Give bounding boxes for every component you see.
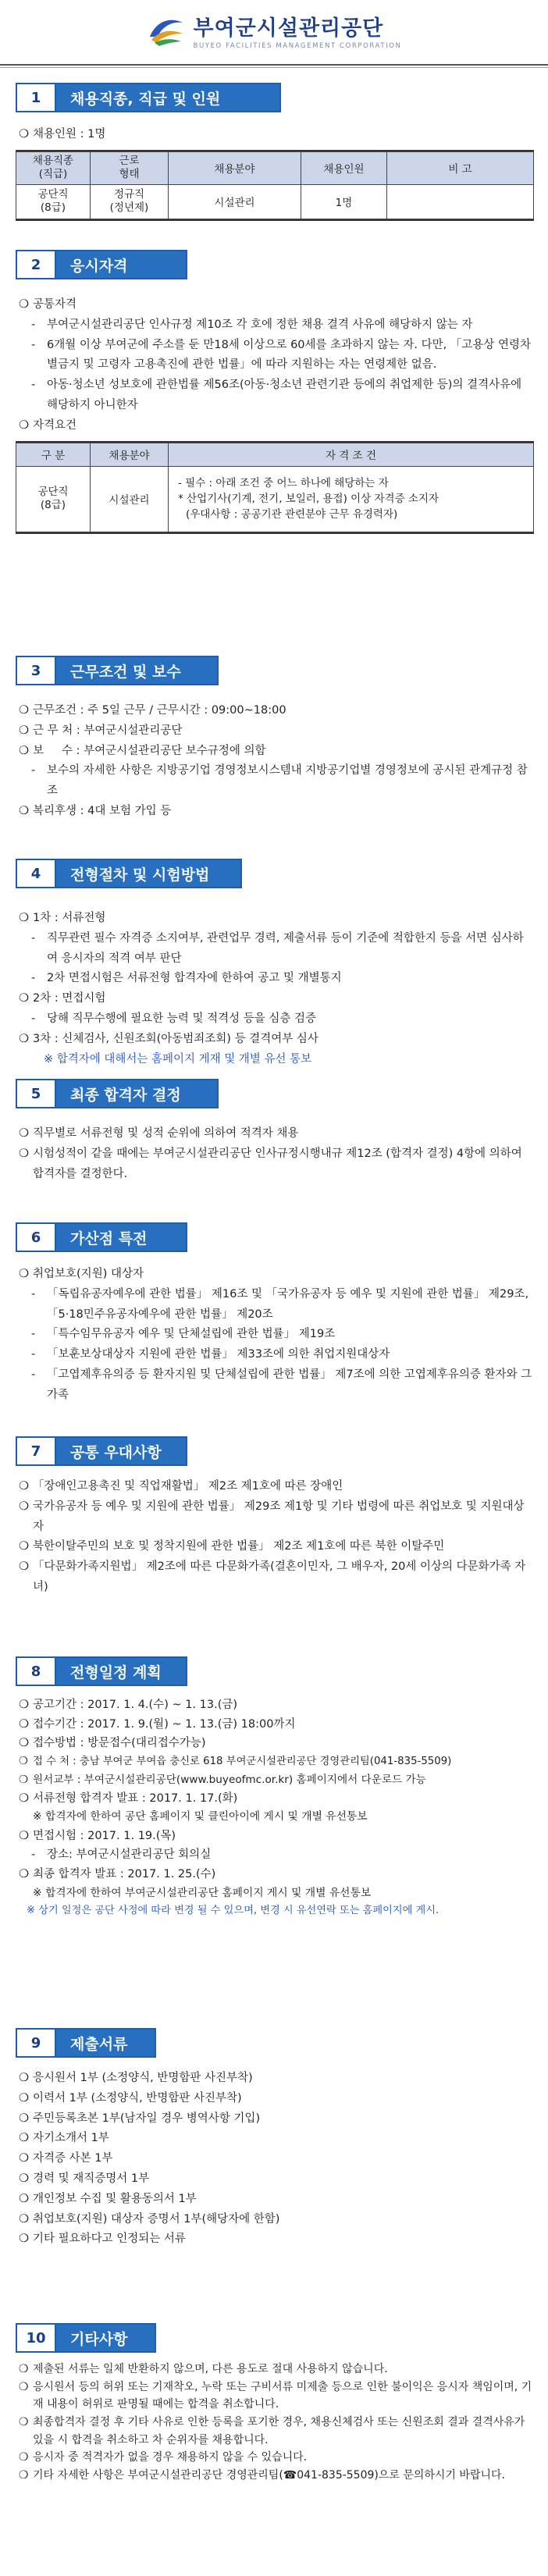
list-item: ❍ 접 수 처 : 충남 부여군 부여읍 충신로 618 부여군시설관리공단 경영관리팀(041-835-5509) bbox=[16, 1753, 534, 1771]
circle-bullet-icon: ❍ bbox=[19, 1755, 28, 1767]
list-item: ❍ 주민등록초본 1부(남자일 경우 병역사항 기입) bbox=[16, 2109, 534, 2129]
section-title: 기타사항 bbox=[55, 2323, 156, 2353]
section-6 bbox=[16, 1222, 534, 1406]
section-number: 3 bbox=[16, 656, 55, 685]
section-heading bbox=[16, 1079, 534, 1108]
list-item: ❍ 시험성적이 같을 때에는 부여군시설관리공단 인사규정시행내규 제12조 (합격자 결정) 4항에 의하여 합격자를 결정한다. bbox=[16, 1144, 534, 1185]
logo-text bbox=[194, 11, 402, 50]
circle-bullet-icon: ❍ bbox=[19, 1829, 29, 1842]
circle-bullet-icon: ❍ bbox=[19, 2172, 29, 2185]
list-item: ❍ 근 무 처 : 부여군시설관리공단 bbox=[16, 721, 534, 742]
section-heading bbox=[16, 859, 534, 888]
list-item: ❍ 기타 필요하다고 인정되는 서류 bbox=[16, 2229, 534, 2250]
list-item: ❍ 자격증 사본 1부 bbox=[16, 2149, 534, 2169]
list-item: ❍ 기타 자세한 사항은 부여군시설관리공단 경영관리팀(☎041-835-5509)으로 문의하시기 바랍니다. bbox=[16, 2467, 534, 2485]
circle-bullet-icon: ❍ bbox=[19, 1032, 29, 1045]
section-number: 8 bbox=[16, 1656, 55, 1686]
section-number: 9 bbox=[16, 2028, 55, 2058]
list-item: ❍ 1차 : 서류전형 bbox=[16, 909, 534, 929]
list-item: ❍ 2차 : 면접시험 bbox=[16, 989, 534, 1009]
section-title: 근무조건 및 보수 bbox=[55, 656, 219, 685]
table-header: 자 격 조 건 bbox=[169, 443, 534, 466]
circle-bullet-icon: ❍ bbox=[19, 2451, 29, 2464]
circle-bullet-icon: ❍ bbox=[19, 2091, 29, 2105]
list-item: ❍ 최종 합격자 발표 : 2017. 1. 25.(수) bbox=[16, 1865, 534, 1884]
notice-text: ※ 합격자에 대해서는 홈페이지 게재 및 개별 유선 통보 bbox=[44, 1052, 312, 1066]
circle-bullet-icon: ❍ bbox=[19, 2112, 29, 2125]
circle-bullet-icon: ❍ bbox=[19, 1268, 29, 1280]
section-heading bbox=[16, 1436, 534, 1466]
list-item: - 직무관련 필수 자격증 소지여부, 관련업무 경력, 제출서류 등이 기준에 적합한지 등을 서면 심사하여 응시자의 적격 여부 판단 bbox=[31, 931, 524, 965]
list-item: ❍ 면접시험 : 2017. 1. 19.(목) bbox=[16, 1827, 534, 1846]
section-2 bbox=[16, 250, 534, 534]
circle-bullet-icon: ❍ bbox=[19, 1127, 29, 1140]
circle-bullet-icon: ❍ bbox=[19, 2212, 29, 2226]
section-title: 제출서류 bbox=[55, 2028, 156, 2058]
list-item: - 아동·청소년 성보호에 관한법률 제56조(아동·청소년 관련기관 등에의 취업제한 등)의 결격사유에 해당하지 아니한자 bbox=[31, 379, 522, 411]
table-cell bbox=[387, 184, 534, 219]
table-header: 근로 형태 bbox=[91, 151, 169, 184]
section-5 bbox=[16, 1079, 534, 1184]
circle-bullet-icon: ❍ bbox=[19, 2132, 29, 2145]
list-item: ❍ 경력 및 재직증명서 1부 bbox=[16, 2169, 534, 2190]
circle-bullet-icon: ❍ bbox=[19, 2380, 29, 2393]
section-title: 전형절차 및 시험방법 bbox=[55, 859, 242, 888]
table-cell: 시설관리 bbox=[169, 184, 301, 219]
circle-bullet-icon: ❍ bbox=[19, 992, 29, 1005]
circle-bullet-icon: ❍ bbox=[19, 744, 29, 757]
circle-bullet-icon: ❍ bbox=[19, 2152, 29, 2165]
table-header: 채용분야 bbox=[91, 443, 169, 466]
table-cell-conditions: - 필수 : 아래 조건 중 어느 하나에 해당하는 자 * 산업기사(기계, 전기, 보일러, 용접) 이상 자격증 소지자 (우대사항 : 공공기관 관련분야 근무 유경력자) bbox=[169, 466, 534, 532]
list-item: ❍ 근무조건 : 주 5일 근무 / 근무시간 : 09:00~18:00 bbox=[16, 701, 534, 721]
circle-bullet-icon: ❍ bbox=[19, 2192, 29, 2205]
list-item: - 부여군시설관리공단 인사규정 제10조 각 호에 정한 채용 결격 사유에 해당하지 않는 자 bbox=[31, 318, 473, 331]
list-item: ❍ 개인정보 수집 및 활용동의서 1부 bbox=[16, 2190, 534, 2210]
notice-text-blue: ※ 상기 일정은 공단 사정에 따라 변경 될 수 있으며, 변경 시 유선연락 또는 홈페이지에 게시. bbox=[27, 1905, 439, 1917]
list-item: ❍ 원서교부 : 부여군시설관리공단(www.buyeofmc.or.kr) 홈페이지에서 다운로드 가능 bbox=[16, 1771, 534, 1789]
circle-bullet-icon: ❍ bbox=[19, 1480, 29, 1493]
section-4 bbox=[16, 859, 534, 1069]
circle-bullet-icon: ❍ bbox=[19, 1699, 29, 1711]
header-divider-thin bbox=[0, 67, 548, 68]
list-item: ❍ 이력서 1부 (소정양식, 반명함판 사진부착) bbox=[16, 2089, 534, 2109]
list-item: ❍ 복리후생 : 4대 보험 가입 등 bbox=[16, 802, 534, 822]
list-item: ❍ 접수기간 : 2017. 1. 9.(월) ~ 1. 13.(금) 18:00까지 bbox=[16, 1715, 534, 1735]
list-item: ❍ 자격요건 bbox=[16, 416, 534, 436]
circle-bullet-icon: ❍ bbox=[19, 1560, 29, 1574]
section-heading bbox=[16, 2028, 534, 2058]
section-10 bbox=[16, 2323, 534, 2485]
list-item: ❍ 「장애인고용촉진 및 직업재활법」 제2조 제1호에 따른 장애인 bbox=[16, 1477, 534, 1497]
list-item: ❍ 최종합격자 결정 후 기타 사유로 인한 등록을 포기한 경우, 채용신체검사 또는 신원조회 결과 결격사유가 있을 시 합격을 취소하고 차 순위자를 채용합니다. bbox=[16, 2414, 534, 2449]
section-title: 전형일정 계획 bbox=[55, 1656, 187, 1686]
notice-text: ※ 합격자에 한하여 공단 홈페이지 및 클린아이에 게시 및 개별 유선통보 bbox=[33, 1810, 368, 1823]
circle-bullet-icon: ❍ bbox=[19, 1540, 29, 1553]
circle-bullet-icon: ❍ bbox=[19, 704, 29, 717]
list-item: ❍ 자기소개서 1부 bbox=[16, 2129, 534, 2149]
list-item: ❍ 응시원서 등의 허위 또는 기재착오, 누락 또는 구비서류 미제출 등으로 인한 불이익은 응시자 책임이며, 기재 내용이 허위로 판명될 때에는 합격을 취소합니다. bbox=[16, 2379, 534, 2414]
list-item: ❍ 북한이탈주민의 보호 및 정착지원에 관한 법률」 제2조 제1호에 따른 북한 이탈주민 bbox=[16, 1537, 534, 1557]
circle-bullet-icon: ❍ bbox=[19, 2233, 29, 2246]
table-cell: 시설관리 bbox=[91, 466, 169, 532]
section-9 bbox=[16, 2028, 534, 2250]
table-cell: 공단직 (8급) bbox=[16, 466, 91, 532]
list-item: ❍ 응시원서 1부 (소정양식, 반명함판 사진부착) bbox=[16, 2069, 534, 2089]
list-item: ❍ 접수방법 : 방문접수(대리접수가능) bbox=[16, 1734, 534, 1753]
table-header: 채용인원 bbox=[301, 151, 387, 184]
requirements-table bbox=[16, 441, 534, 534]
section-number: 1 bbox=[16, 83, 55, 112]
list-item: ❍ 취업보호(지원) 대상자 bbox=[16, 1265, 534, 1285]
section-heading bbox=[16, 2323, 534, 2353]
list-item: ❍ 국가유공자 등 예우 및 지원에 관한 법률」 제29조 제1항 및 기타 법령에 따른 취업보호 및 지원대상자 bbox=[16, 1497, 534, 1538]
section-number: 10 bbox=[16, 2323, 55, 2353]
list-item: ❍ 「다문화가족지원법」 제2조에 따른 다문화가족(결혼이민자, 그 배우자, 20세 이상의 다문화가족 자녀) bbox=[16, 1557, 534, 1598]
list-item: ❍ 공통자격 bbox=[16, 295, 534, 315]
list-item: - 6개월 이상 부여군에 주소를 둔 만18세 이상으로 60세를 초과하지 않는 자. 다만, 「고용상 연령차별금지 및 고령자 고용촉진에 관한 법률」에 따라 지원하는 자는 연령제한 없음. bbox=[31, 338, 532, 372]
circle-bullet-icon: ❍ bbox=[19, 298, 29, 311]
list-item: ❍ 3차 : 신체검사, 신원조회(아동범죄조회) 등 결격여부 심사 bbox=[16, 1030, 534, 1050]
section-1 bbox=[16, 83, 534, 221]
circle-bullet-icon: ❍ bbox=[19, 1147, 29, 1160]
notice-text: ※ 합격자에 한하여 부여군시설관리공단 홈페이지 게시 및 개별 유선통보 bbox=[33, 1886, 372, 1899]
org-name: 부여군시설관리공단 bbox=[193, 16, 384, 41]
circle-bullet-icon: ❍ bbox=[19, 1737, 29, 1750]
table-header: 구 분 bbox=[16, 443, 91, 466]
circle-bullet-icon: ❍ bbox=[19, 128, 29, 141]
list-item: ❍ 서류전형 합격자 발표 : 2017. 1. 17.(화) bbox=[16, 1789, 534, 1809]
section-heading bbox=[16, 1222, 534, 1252]
list-item: - 당해 직무수행에 필요한 능력 및 적격성 등을 심층 검증 bbox=[31, 1012, 317, 1025]
header-divider bbox=[0, 64, 548, 66]
table-header: 채용직종 (직급) bbox=[16, 151, 91, 184]
list-item: - 보수의 자세한 사항은 지방공기업 경영정보시스템내 지방공기업별 경영정보에 공시된 관계규정 참조 bbox=[31, 764, 528, 798]
section-8 bbox=[16, 1656, 534, 1920]
table-header: 채용분야 bbox=[169, 151, 301, 184]
list-item: - 「보훈보상대상자 지원에 관한 법률」 제33조에 의한 취업지원대상자 bbox=[31, 1348, 390, 1361]
section-title: 채용직종, 직급 및 인원 bbox=[55, 83, 281, 112]
section-title: 최종 합격자 결정 bbox=[55, 1079, 219, 1108]
section-number: 5 bbox=[16, 1079, 55, 1108]
section-number: 6 bbox=[16, 1222, 55, 1252]
circle-bullet-icon: ❍ bbox=[19, 2363, 29, 2375]
list-item: ❍ 취업보호(지원) 대상자 증명서 1부(해당자에 한함) bbox=[16, 2210, 534, 2230]
circle-bullet-icon: ❍ bbox=[19, 1500, 29, 1513]
list-item: ❍ 응시자 중 적격자가 없을 경우 채용하지 않을 수 있습니다. bbox=[16, 2449, 534, 2467]
table-header: 비 고 bbox=[387, 151, 534, 184]
section-title: 응시자격 bbox=[55, 250, 187, 279]
list-item: ❍ 제출된 서류는 일체 반환하지 않으며, 다른 용도로 절대 사용하지 않습니다. bbox=[16, 2361, 534, 2379]
circle-bullet-icon: ❍ bbox=[19, 2416, 29, 2429]
section-7 bbox=[16, 1436, 534, 1598]
circle-bullet-icon: ❍ bbox=[19, 1791, 29, 1805]
section-3 bbox=[16, 656, 534, 822]
hiring-table bbox=[16, 150, 534, 221]
section-number: 7 bbox=[16, 1436, 55, 1466]
org-name-en: BUYEO FACILITIES MANAGEMENT CORPORATION bbox=[193, 42, 402, 50]
circle-bullet-icon: ❍ bbox=[19, 724, 29, 737]
list-item: ❍ 공고기간 : 2017. 1. 4.(수) ~ 1. 13.(금) bbox=[16, 1695, 534, 1715]
section-title: 가산점 특전 bbox=[55, 1222, 187, 1252]
section-number: 2 bbox=[16, 250, 55, 279]
table-cell: 1명 bbox=[301, 184, 387, 219]
list-item: ❍ 채용인원 : 1명 bbox=[16, 125, 534, 145]
section-heading bbox=[16, 250, 534, 279]
section-heading bbox=[16, 1656, 534, 1686]
org-logo-icon bbox=[147, 13, 186, 48]
circle-bullet-icon: ❍ bbox=[19, 1773, 29, 1786]
section-heading bbox=[16, 83, 534, 112]
circle-bullet-icon: ❍ bbox=[19, 418, 29, 432]
list-item: - 「고엽제후유의증 등 환자지원 및 단체설립에 관한 법률」 제7조에 의한 고엽제후유의증 환자와 그 가족 bbox=[31, 1368, 532, 1401]
list-item: - 「특수임무유공자 예우 및 단체설립에 관한 법률」 제19조 bbox=[31, 1328, 336, 1341]
list-item: - 「독립유공자예우에 관한 법률」 제16조 및 「국가유공자 등 예우 및 지원에 관한 법률」 제29조, 「5·18민주유공자예우에 관한 법률」 제20조 bbox=[31, 1287, 529, 1321]
circle-bullet-icon: ❍ bbox=[19, 2469, 29, 2482]
circle-bullet-icon: ❍ bbox=[19, 912, 29, 924]
circle-bullet-icon: ❍ bbox=[19, 1868, 29, 1880]
list-item: - 2차 면접시험은 서류전형 합격자에 한하여 공고 및 개별통지 bbox=[31, 972, 342, 985]
list-item: ❍ 직무별로 서류전형 및 성적 순위에 의하여 적격자 채용 bbox=[16, 1124, 534, 1144]
table-cell: 정규직 (정년제) bbox=[91, 184, 169, 219]
circle-bullet-icon: ❍ bbox=[19, 804, 29, 817]
section-number: 4 bbox=[16, 859, 55, 888]
circle-bullet-icon: ❍ bbox=[19, 1717, 29, 1731]
section-title: 공통 우대사항 bbox=[55, 1436, 187, 1466]
list-item: ❍ 보 수 : 부여군시설관리공단 보수규정에 의함 bbox=[16, 742, 534, 762]
section-heading bbox=[16, 656, 534, 685]
header bbox=[0, 0, 548, 61]
table-cell: 공단직 (8급) bbox=[16, 184, 91, 219]
circle-bullet-icon: ❍ bbox=[19, 2072, 29, 2084]
list-item: - 장소: 부여군시설관리공단 회의실 bbox=[31, 1848, 212, 1862]
